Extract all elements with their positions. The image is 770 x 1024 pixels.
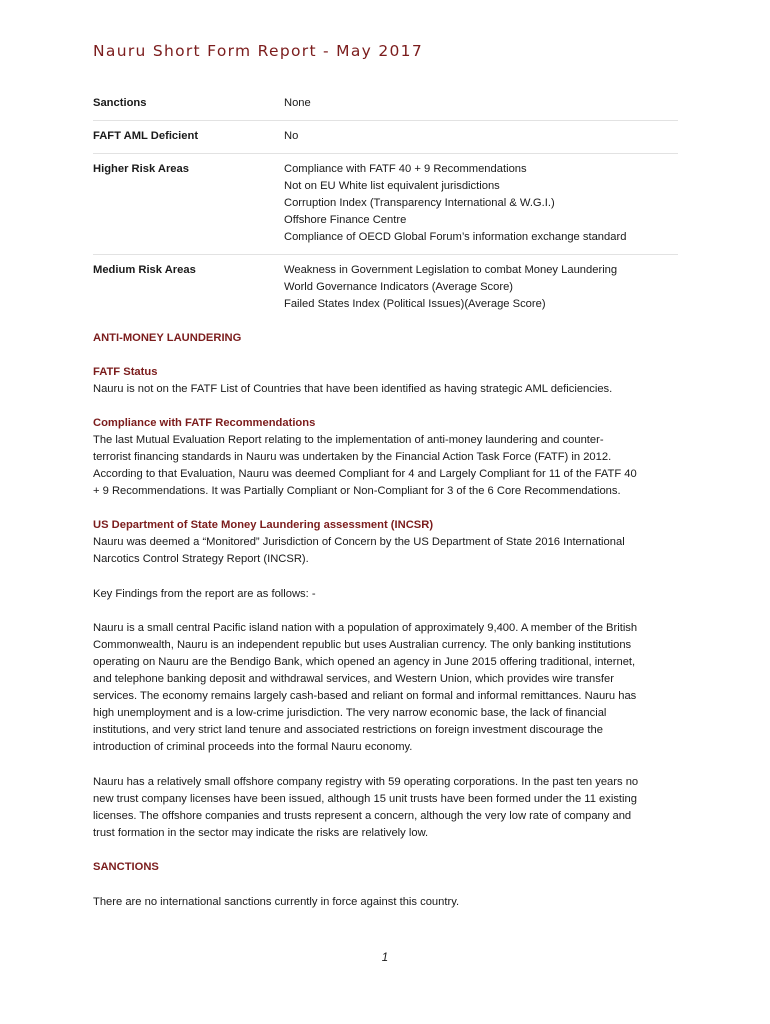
paragraph-line: licenses. The offshore companies and trusts represent a concern, although the very low rate of company and: [93, 810, 632, 822]
paragraph-line: Commonwealth, Nauru is an independent republic but uses Australian currency. The only banking institutions: [93, 639, 632, 651]
paragraph-line: operating on Nauru are the Bendigo Bank, which opened an agency in June 2015 offering traditional, internet,: [93, 656, 636, 668]
aml-heading: ANTI-MONEY LAUNDERING: [93, 332, 242, 344]
paragraph-line: + 9 Recommendations. It was Partially Compliant or Non-Compliant for 3 of the 6 Core Recommendations.: [93, 485, 621, 497]
fatf-status-section: [93, 364, 683, 398]
aml-section: [93, 330, 683, 347]
paragraph-line: Narcotics Control Strategy Report (INCSR).: [93, 553, 309, 565]
fatf-compliance-heading: Compliance with FATF Recommendations: [93, 417, 316, 429]
paragraph-line: introduction of criminal proceeds into the formal Nauru economy.: [93, 741, 413, 753]
page-number: 1: [381, 952, 389, 964]
paragraph-line: high unemployment and is a low-crime jurisdiction. The very narrow economic base, the lack of financial: [93, 707, 607, 719]
summary-value-line: Not on EU White list equivalent jurisdictions: [284, 180, 500, 192]
paragraph-line: Nauru is a small central Pacific island nation with a population of approximately 9,400. A member of the British: [93, 622, 638, 634]
findings-paragraph-2: [93, 774, 683, 842]
summary-value-line: None: [284, 97, 311, 109]
summary-value-line: Corruption Index (Transparency International & W.G.I.): [284, 197, 555, 209]
paragraph-line: The last Mutual Evaluation Report relating to the implementation of anti-money laundering and counter-: [93, 434, 604, 446]
paragraph-line: Nauru is not on the FATF List of Countries that have been identified as having strategic AML deficiencies.: [93, 383, 613, 395]
summary-value-line: Compliance with FATF 40 + 9 Recommendations: [284, 163, 527, 175]
findings-paragraph-1: [93, 620, 683, 756]
paragraph-line: According to that Evaluation, Nauru was deemed Compliant for 4 and Largely Compliant for 11 of the FATF 40: [93, 468, 637, 480]
summary-label: Medium Risk Areas: [93, 264, 196, 276]
summary-value-line: World Governance Indicators (Average Score): [284, 281, 514, 293]
paragraph-line: new trust company licenses have been issued, although 15 unit trusts have been formed under the 11 existing: [93, 793, 637, 805]
summary-value-line: No: [284, 130, 299, 142]
fatf-compliance-section: [93, 415, 683, 500]
summary-value-line: Failed States Index (Political Issues)(Average Score): [284, 298, 546, 310]
summary-row-sanctions: [93, 88, 678, 121]
summary-row-faft-aml: [93, 121, 678, 154]
incsr-section: [93, 517, 683, 568]
paragraph-line: trust formation in the sector may indicate the risks are relatively low.: [93, 827, 429, 839]
summary-value: [284, 154, 678, 255]
paragraph-line: Nauru was deemed a “Monitored” Jurisdiction of Concern by the US Department of State 2016 International: [93, 536, 625, 548]
sanctions-heading: SANCTIONS: [93, 861, 159, 873]
summary-value: [284, 121, 678, 154]
paragraph-line: services. The economy remains largely cash-based and reliant on formal and informal remittances. Nauru has: [93, 690, 637, 702]
summary-value-line: Compliance of OECD Global Forum’s information exchange standard: [284, 231, 627, 243]
summary-label: Sanctions: [93, 97, 147, 109]
paragraph-line: institutions, and very strict land tenure and associated restrictions on foreign investment discourage the: [93, 724, 603, 736]
summary-label: Higher Risk Areas: [93, 163, 189, 175]
paragraph-line: Key Findings from the report are as follows: -: [93, 588, 316, 600]
fatf-status-heading: FATF Status: [93, 366, 158, 378]
risk-summary-table: [93, 88, 678, 321]
summary-value-line: Weakness in Government Legislation to combat Money Laundering: [284, 264, 618, 276]
sanctions-statement: [93, 894, 683, 911]
summary-row-higher-risk: [93, 154, 678, 255]
summary-label: FAFT AML Deficient: [93, 130, 199, 142]
document-title: Nauru Short Form Report - May 2017: [93, 42, 423, 60]
paragraph-line: and telephone banking deposit and withdrawal services, and Western Union, which provides wire transfer: [93, 673, 614, 685]
sanctions-section: [93, 859, 683, 876]
paragraph-line: Nauru has a relatively small offshore company registry with 59 operating corporations. In the past ten years no: [93, 776, 639, 788]
key-findings-intro: [93, 586, 683, 603]
summary-value: [284, 255, 678, 322]
summary-row-medium-risk: [93, 255, 678, 322]
summary-value-line: Offshore Finance Centre: [284, 214, 407, 226]
paragraph-line: There are no international sanctions currently in force against this country.: [93, 896, 460, 908]
incsr-heading: US Department of State Money Laundering assessment (INCSR): [93, 519, 434, 531]
paragraph-line: terrorist financing standards in Nauru was undertaken by the Financial Action Task Force (FATF) in 2012.: [93, 451, 612, 463]
summary-value: [284, 88, 678, 121]
